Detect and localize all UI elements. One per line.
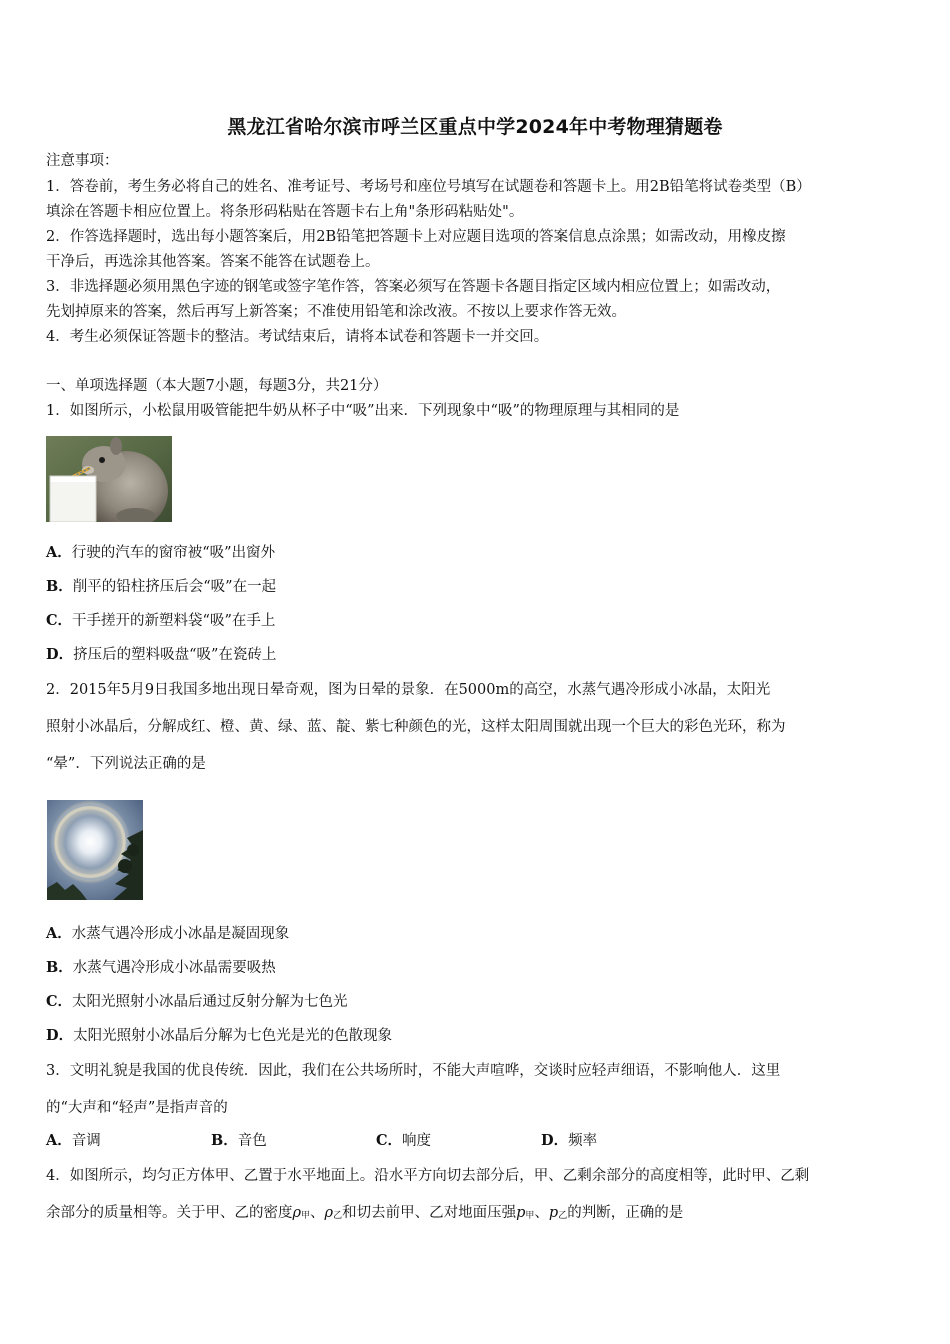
pressure-symbol: p — [516, 1205, 526, 1221]
option-letter: D． — [46, 646, 74, 663]
q1-option-d[interactable] — [46, 646, 276, 664]
question-3-stem: 3．文明礼貌是我国的优良传统．因此，我们在公共场所时，不能大声喧哗，交谈时应轻声细语，不影响他人．这里 — [46, 1063, 781, 1079]
notice-heading: 注意事项： — [46, 153, 119, 169]
notice-line: 2．作答选择题时，选出每小题答案后，用2B铅笔把答题卡上对应题目选项的答案信息点涂黑；如需改动，用橡皮擦 — [46, 229, 786, 245]
stem-text: 余部分的质量相等。关于甲、乙的密度 — [46, 1205, 293, 1221]
option-text: 太阳光照射小冰晶后分解为七色光是光的色散现象 — [73, 1028, 393, 1044]
option-letter: C． — [46, 612, 73, 629]
option-letter: C． — [376, 1132, 403, 1149]
q2-option-c[interactable] — [46, 993, 348, 1011]
option-letter: B． — [211, 1132, 238, 1149]
option-text: 太阳光照射小冰晶后通过反射分解为七色光 — [72, 994, 348, 1010]
option-text: 音色 — [237, 1133, 267, 1149]
question-4-stem: 4．如图所示，均匀正方体甲、乙置于水平地面上。沿水平方向切去部分后，甲、乙剩余部分的高度相等，此时甲、乙剩 — [46, 1168, 810, 1184]
question-3-stem: 的“大声和“轻声”是指声音的 — [46, 1100, 228, 1116]
option-letter: D． — [46, 1027, 74, 1044]
separator: 、 — [534, 1205, 549, 1221]
q2-option-d[interactable] — [46, 1027, 392, 1045]
pressure-symbol: p — [548, 1205, 559, 1221]
question-4-stem-line-2 — [46, 1204, 683, 1225]
option-letter: D． — [541, 1132, 569, 1149]
subscript-jia: 甲 — [525, 1211, 535, 1221]
q1-option-c[interactable] — [46, 612, 275, 630]
option-letter: B． — [46, 578, 73, 595]
stem-text: 和切去前甲、乙对地面压强 — [342, 1205, 517, 1221]
density-symbol: ρ — [292, 1205, 302, 1221]
notice-line: 干净后，再选涂其他答案。答案不能答在试题卷上。 — [46, 254, 380, 270]
option-text: 挤压后的塑料吸盘“吸”在瓷砖上 — [73, 647, 277, 663]
option-text: 水蒸气遇冷形成小冰晶需要吸热 — [72, 960, 276, 976]
question-2-stem: “晕”．下列说法正确的是 — [46, 756, 206, 772]
q1-option-b[interactable] — [46, 578, 276, 596]
option-text: 干手搓开的新塑料袋“吸”在手上 — [72, 613, 276, 629]
notice-line: 先划掉原来的答案，然后再写上新答案；不准使用铅笔和涂改液。不按以上要求作答无效。 — [46, 304, 626, 320]
question-1-stem: 1．如图所示，小松鼠用吸管能把牛奶从杯子中“吸”出来．下列现象中“吸”的物理原理与其相同的是 — [46, 403, 680, 419]
option-text: 频率 — [568, 1133, 598, 1149]
option-text: 音调 — [71, 1133, 101, 1149]
notice-line: 1．答卷前，考生务必将自己的姓名、准考证号、考场号和座位号填写在试题卷和答题卡上。用2B铅笔将试卷类型（B） — [46, 179, 811, 195]
subscript-jia: 甲 — [301, 1211, 311, 1221]
option-letter: A． — [46, 544, 72, 561]
option-text: 水蒸气遇冷形成小冰晶是凝固现象 — [71, 926, 290, 942]
q2-option-b[interactable] — [46, 959, 276, 977]
option-letter: A． — [46, 1132, 72, 1149]
question-2-stem: 照射小冰晶后，分解成红、橙、黄、绿、蓝、靛、紫七种颜色的光，这样太阳周围就出现一个巨大的彩色光环，称为 — [46, 719, 786, 735]
notice-line: 填涂在答题卡相应位置上。将条形码粘贴在答题卡右上角"条形码粘贴处"。 — [46, 204, 524, 220]
option-letter: B． — [46, 959, 73, 976]
q3-option-c[interactable] — [376, 1132, 431, 1150]
option-letter: A． — [46, 925, 72, 942]
section-heading: 一、单项选择题（本大题7小题，每题3分，共21分） — [46, 378, 388, 394]
subscript-yi: 乙 — [333, 1211, 343, 1221]
option-text: 行驶的汽车的窗帘被“吸”出窗外 — [71, 545, 276, 561]
page-title: 黑龙江省哈尔滨市呼兰区重点中学2024年中考物理猜题卷 — [227, 116, 723, 138]
q3-option-a[interactable] — [46, 1132, 101, 1150]
subscript-yi: 乙 — [558, 1211, 568, 1221]
squirrel-drinking-milk-image — [46, 436, 172, 522]
notice-line: 4．考生必须保证答题卡的整洁。考试结束后，请将本试卷和答题卡一并交回。 — [46, 329, 549, 345]
q3-option-d[interactable] — [541, 1132, 597, 1150]
density-symbol: ρ — [324, 1205, 334, 1221]
stem-text: 的判断，正确的是 — [567, 1205, 684, 1221]
sun-halo-image — [47, 800, 143, 900]
option-text: 削平的铅柱挤压后会“吸”在一起 — [72, 579, 277, 595]
option-text: 响度 — [402, 1133, 432, 1149]
separator: 、 — [310, 1205, 325, 1221]
option-letter: C． — [46, 993, 73, 1010]
notice-line: 3．非选择题必须用黑色字迹的钢笔或签字笔作答，答案必须写在答题卡各题目指定区域内相应位置上；如需改动， — [46, 279, 781, 295]
q3-option-b[interactable] — [211, 1132, 267, 1150]
question-2-stem: 2．2015年5月9日我国多地出现日晕奇观，图为日晕的景象．在5000m的高空，水蒸气遇冷形成小冰晶，太阳光 — [46, 682, 771, 698]
q2-option-a[interactable] — [46, 925, 289, 943]
q1-option-a[interactable] — [46, 544, 275, 562]
